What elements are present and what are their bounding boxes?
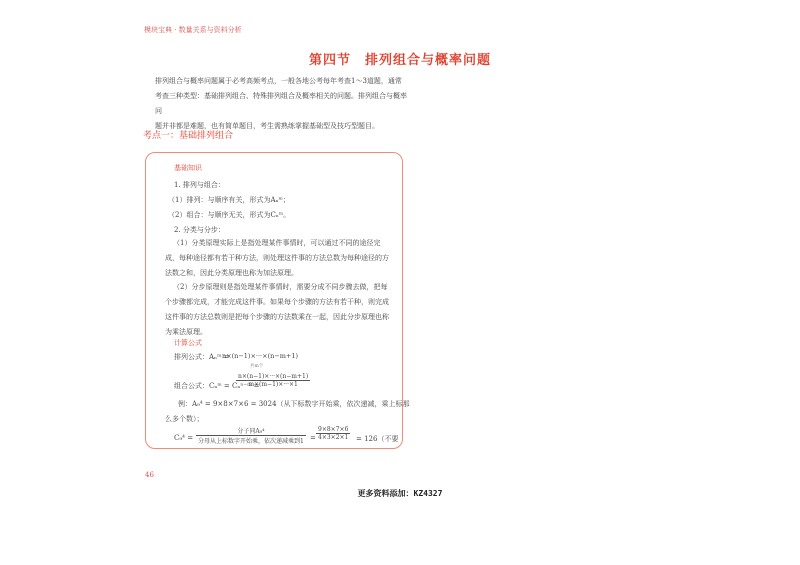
calc-label: 计算公式 (174, 339, 202, 347)
item-2: 2. 分类与分步： (174, 226, 225, 234)
example-2-mid-fraction (316, 426, 350, 441)
example-2-fraction (196, 426, 306, 445)
comb-denominator: m×(m−1)×···×1 (248, 381, 298, 388)
intro-line: 题并非都是难题，也有简单题目，考生需熟练掌握基础型及技巧型题目。 (155, 122, 379, 130)
footer-note: 更多资料添加：KZ4327 (357, 489, 443, 498)
comb-numerator: n×(n−1)×···×(n−m+1) (238, 373, 309, 380)
perm-formula: n×(n−1)×···×(n−m+1) (222, 352, 299, 360)
item-1: 1. 排列与组合： (174, 181, 225, 189)
paragraph-steps: （2）分步原理则是指处理某件事情时，需要分成不同步骤去做，把每个步骤都完成，才能完成这件事。如果每个步骤的方法有若干种，则完成这件事的方法总数则是把每个步骤的方法数乘在一起，因此分步原理也称为乘法原理。 (165, 283, 389, 336)
section-title: 考点一：基础排列组合 (143, 131, 234, 141)
item-1a: （1）排列：与顺序有关，形式为Aₙᵐ； (168, 196, 290, 204)
item-1b: （2）组合：与顺序无关，形式为Cₙᵐ。 (168, 211, 291, 219)
example-2-lhs: C₉⁴ = (174, 434, 194, 442)
box-label: 基础知识 (174, 164, 202, 172)
equals-sign: = (310, 434, 316, 442)
perm-label: 排列公式：Aₙᵐ = (174, 353, 230, 361)
example-2-numerator: 分子同A₉⁴ (196, 426, 306, 436)
running-header: 模块宝典 · 数量关系与资料分析 (144, 26, 242, 34)
comb-fraction (236, 373, 310, 388)
intro-line: 考查三种类型：基础排列组合、特殊排列组合及概率相关的问题。排列组合与概率问 (155, 92, 407, 115)
intro-paragraph (155, 74, 407, 134)
example-2-mid-denominator: 4×3×2×1 (318, 434, 349, 441)
comb-label: 组合公式：Cₙᵐ = Cₙⁿ⁻ᵐ = (174, 382, 260, 390)
page-title: 第四节 排列组合与概率问题 (308, 53, 491, 68)
paragraph-classification: （1）分类原理实际上是指处理某件事情时，可以通过不同的途径完成，每种途径都有若干种方法，则处理这件事的方法总数为每种途径的方法数之和，因此分类原理也称为加法原理。 (165, 239, 389, 277)
example-2-denominator: 分母从上标数字开始乘，依次递减乘到1 (198, 438, 304, 445)
page-number: 46 (145, 471, 154, 479)
perm-note: 共m个 (250, 364, 264, 369)
example-1b: 么多个数）； (165, 415, 204, 423)
example-1: 例：A₉⁴ = 9×8×7×6 = 3024（从下标数字开始乘，依次递减，乘上标那 (178, 400, 410, 408)
example-2-mid-numerator: 9×8×7×6 (318, 426, 349, 433)
intro-line: 排列组合与概率问题属于必考高频考点，一般各地公考每年考查1～3道题，通常 (155, 77, 402, 85)
example-2-rhs: = 126（不要 (356, 435, 399, 443)
